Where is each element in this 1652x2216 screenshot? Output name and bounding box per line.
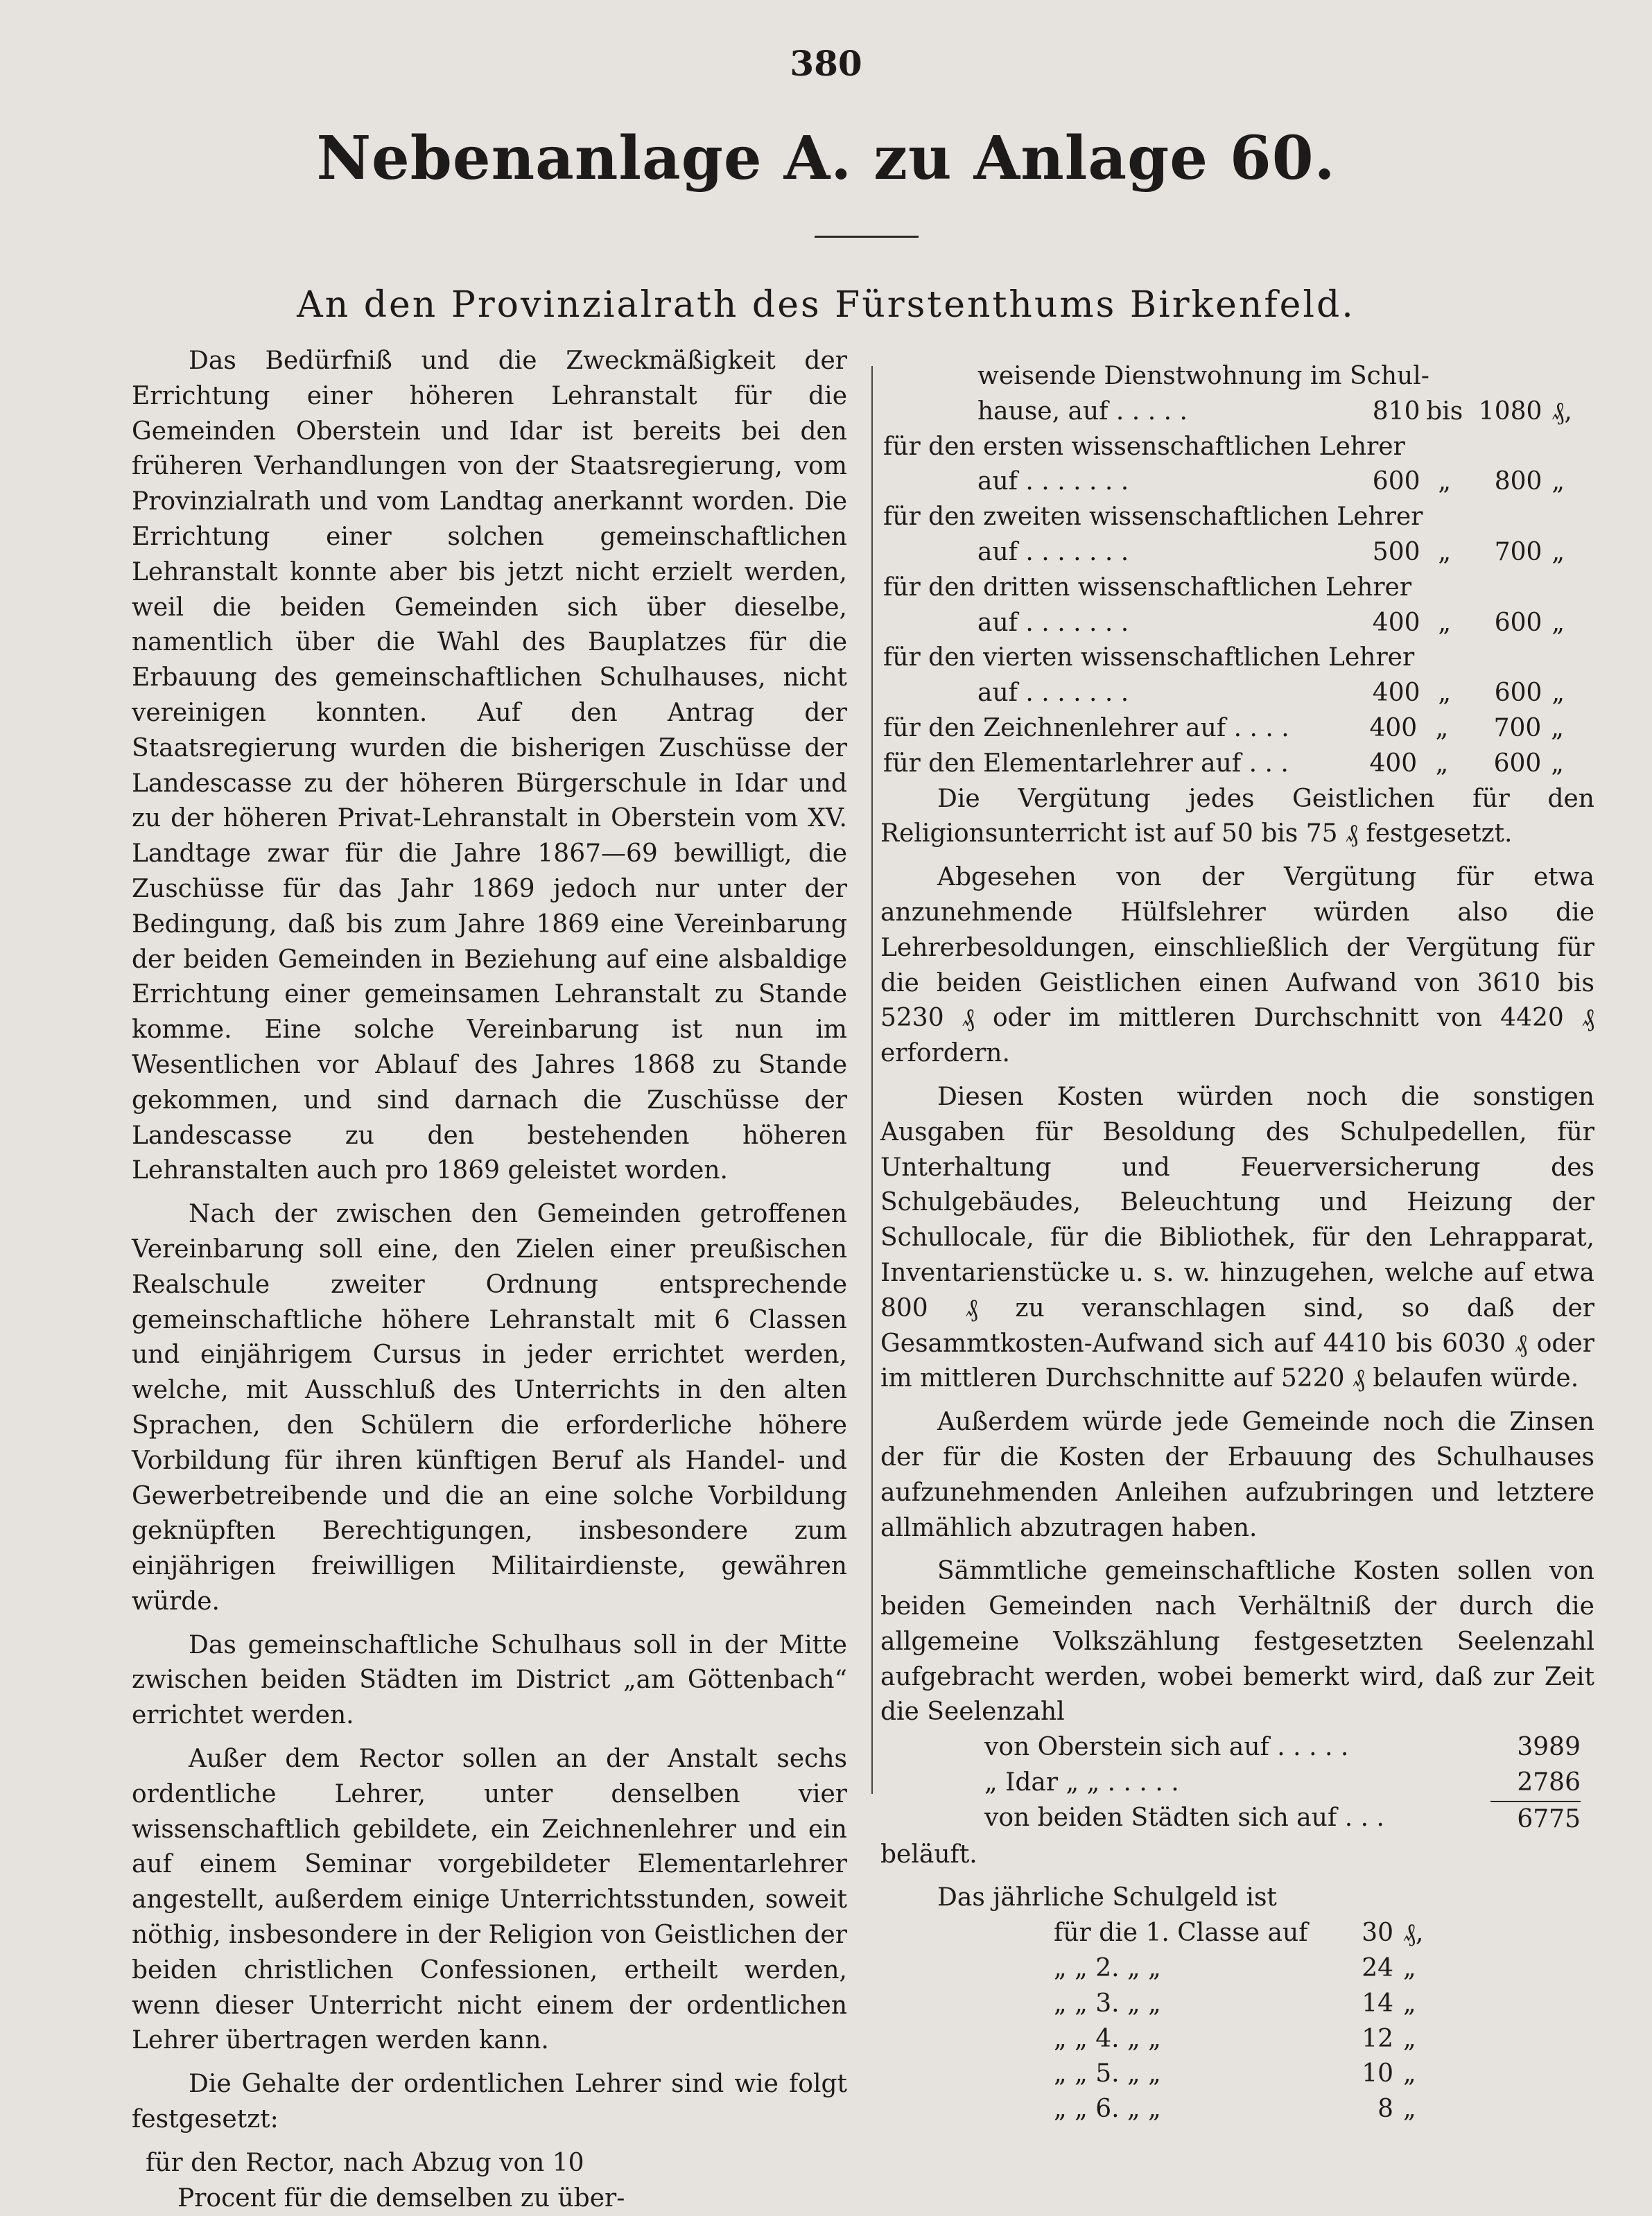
population-value: 6775 [1490,1801,1581,1838]
salary-min: 400 [1372,608,1420,637]
salary-min: 400 [1372,679,1420,708]
currency-unit: „ [1551,713,1564,742]
population-table [880,1730,1594,1837]
salary-row [880,394,1594,430]
paragraph: Diesen Kosten würden noch die sonstigen Ausgaben für Besoldung des Schulpedellen, für Unterhaltung und Feuerversicherung des Schulgebäudes, Beleuchtung und Heizung der Schullocale, für die Bibliothek, für den Lehrapparat, Inventarienstücke u. s. w. hinzugehen, welche auf etwa 800 ₰ zu veranschlagen sind, so daß der Gesammtkosten-Aufwand sich auf 4410 bis 6030 ₰ oder im mittleren Durchschnitte auf 5220 ₰ belaufen würde. [880,1082,1594,1393]
salary-label: für den Zeichnenlehrer auf . . . . [883,713,1289,742]
salary-max: 1080 [1478,396,1542,426]
fee-value: 10 [1362,2059,1393,2088]
fee-label: „ „ 5. „ „ [1054,2059,1161,2088]
salary-max: 700 [1494,537,1542,566]
population-total-row [880,1801,1594,1838]
salary-max: 700 [1493,713,1542,742]
currency-unit: „ [1551,467,1565,496]
salary-separator: bis [1426,396,1463,426]
salary-label: weisende Dienstwohnung im Schul- [977,362,1429,390]
population-row [880,1765,1594,1801]
salary-row [880,711,1594,747]
salary-table [880,359,1594,782]
population-label: von beiden Städten sich auf . . . [984,1803,1384,1832]
page-number: 380 [790,43,862,84]
currency-unit: ₰, [1403,1919,1424,1948]
salary-row [880,606,1594,641]
fee-row [880,1916,1594,1951]
population-value: 3989 [1517,1733,1581,1762]
fee-row [880,1987,1594,2022]
salary-max: 600 [1494,679,1542,708]
currency-unit: „ [1551,537,1565,566]
salary-row [880,359,1594,394]
paragraph: Außerdem würde jede Gemeinde noch die Zinsen der für die Kosten der Erbauung des Schulhauses aufzunehmenden Anleihen aufzubringen und letztere allmählich abzutragen haben. [880,1408,1594,1542]
paragraph: Die Gehalte der ordentlichen Lehrer sind wie folgt festgesetzt: [132,2070,847,2134]
paragraph: Abgesehen von der Vergütung für etwa anzunehmende Hülfslehrer würden also die Lehrerbesoldungen, einschließlich der Vergütung für die beiden Geistlichen einen Aufwand von 3610 bis 5230 ₰ oder im mittleren Durchschnitt von 4420 ₰ erfordern. [880,863,1594,1068]
fee-row [880,2092,1594,2127]
salary-row [880,535,1594,570]
currency-unit: „ [1403,2024,1416,2053]
fee-row [880,1951,1594,1987]
salary-list-line: für den Rector, nach Abzug von 10 [146,2148,584,2177]
population-label: von Oberstein sich auf . . . . . [984,1733,1349,1762]
fee-label: „ „ 4. „ „ [1054,2024,1161,2053]
paragraph: Außer dem Rector sollen an der Anstalt sechs ordentliche Lehrer, unter denselben vier wissenschaftlich gebildete, ein Zeichnenlehrer und ein auf einem Seminar vorgebildeter Elementarlehrer angestellt, außerdem einige Unterrichtsstunden, soweit nöthig, insbesondere in der Religion von Geistlichen der beiden christlichen Confessionen, ertheilt werden, wenn dieser Unterricht nicht einem der ordentlichen Lehrer übertragen werden kann. [132,1745,847,2055]
salary-label: hause, auf . . . . . [977,396,1188,426]
salary-list-line: Procent für die demselben zu über- [177,2183,625,2213]
right-column [880,359,1594,2127]
fee-value: 30 [1362,1919,1393,1948]
fee-value: 12 [1362,2024,1393,2053]
paragraph: Nach der zwischen den Gemeinden getroffenen Vereinbarung soll eine, den Zielen einer preußischen Realschule zweiter Ordnung entsprechende gemeinschaftliche höhere Lehranstalt mit 6 Classen und einjährigem Cursus in jeder errichtet werden, welche, mit Ausschluß des Unterrichts in den alten Sprachen, den Schülern die erforderliche höhere Vorbildung für ihren künftigen Beruf als Handel- und Gewerbetreibende und die an eine solche Vorbildung geknüpften Berechtigungen, insbesondere zum einjährigen freiwilligen Militairdienste, gewähren würde. [132,1200,847,1616]
salary-row [880,500,1594,535]
salary-min: 400 [1369,713,1418,742]
salary-label: für den dritten wissenschaftlichen Lehrer [883,573,1412,602]
fees-table [880,1916,1594,2127]
salary-label: für den vierten wissenschaftlichen Lehrer [883,643,1415,672]
title-divider [815,236,919,238]
salary-max: 600 [1493,749,1542,778]
fee-value: 24 [1362,1954,1393,1983]
salary-separator: „ [1438,467,1452,496]
salary-row [880,640,1594,676]
paragraph: Sämmtliche gemeinschaftliche Kosten sollen von beiden Gemeinden nach Verhältniß der durch die allgemeine Volkszählung festgesetzten Seelenzahl aufgebracht werden, wobei bemerkt wird, daß zur Zeit die Seelenzahl [880,1557,1594,1727]
salary-label: auf . . . . . . . [977,467,1129,496]
paragraph: Das gemeinschaftliche Schulhaus soll in der Mitte zwischen beiden Städten im District „am Göttenbach“ errichtet werden. [132,1630,847,1730]
salary-separator: „ [1435,713,1449,742]
salary-row [880,464,1594,500]
salary-min: 400 [1369,749,1418,778]
left-column [132,344,847,2216]
paragraph: Das Bedürfniß und die Zweckmäßigkeit der Errichtung einer höheren Lehranstalt für die Gemeinden Oberstein und Idar ist bereits bei den früheren Verhandlungen von der Staatsregierung, vom Provinzialrath und vom Landtag anerkannt worden. Die Errichtung einer solchen gemeinschaftlichen Lehranstalt konnte aber bis jetzt nicht erzielt werden, weil die beiden Gemeinden sich über dieselbe, namentlich über die Wahl des Bauplatzes für die Erbauung des gemeinschaftlichen Schulhauses, nicht vereinigen konnten. Auf den Antrag der Staatsregierung wurden die bisherigen Zuschüsse der Landescasse zu der höheren Bürgerschule in Idar und zu der höheren Privat-Lehranstalt in Oberstein vom XV. Landtage zwar für die Jahre 1867—69 bewilligt, die Zuschüsse für das Jahr 1869 jedoch nur unter der Bedingung, daß bis zum Jahre 1869 eine Vereinbarung der beiden Gemeinden in Beziehung auf eine alsbaldige Errichtung einer gemeinsamen Lehranstalt zu Stande komme. Eine solche Vereinbarung ist nun im Wesentlichen vor Ablauf des Jahres 1868 zu Stande gekommen, und sind darnach die Zuschüsse der Landescasse zu den bestehenden höheren Lehranstalten auch pro 1869 geleistet worden. [132,347,847,1185]
currency-unit: „ [1403,2059,1416,2088]
fee-label: „ „ 3. „ „ [1054,1989,1161,2018]
salary-label: für den Elementarlehrer auf . . . [883,749,1289,778]
currency-unit: „ [1551,679,1565,708]
salary-separator: „ [1438,679,1452,708]
fee-row [880,2022,1594,2057]
population-label: „ Idar „ „ . . . . . [984,1768,1179,1797]
salary-label: auf . . . . . . . [977,608,1129,637]
salary-row [880,676,1594,711]
currency-unit: „ [1403,1954,1416,1983]
document-subtitle: An den Provinzialrath des Fürstenthums Birkenfeld. [297,284,1355,326]
salary-max: 600 [1494,608,1542,637]
salary-min: 810 [1372,396,1420,426]
fee-label: „ „ 2. „ „ [1054,1954,1161,1983]
salary-separator: „ [1438,608,1452,637]
currency-unit: „ [1551,749,1564,778]
population-row [880,1730,1594,1765]
fee-label: „ „ 6. „ „ [1054,2095,1161,2124]
salary-separator: „ [1435,749,1449,778]
salary-label: auf . . . . . . . [977,537,1129,566]
fee-label: für die 1. Classe auf [1054,1919,1308,1948]
salary-row [880,430,1594,465]
salary-label: für den zweiten wissenschaftlichen Lehrer [883,503,1423,532]
currency-unit: „ [1551,608,1565,637]
salary-separator: „ [1438,537,1452,566]
salary-label: auf . . . . . . . [977,679,1129,708]
fee-value: 14 [1362,1989,1393,2018]
salary-min: 500 [1372,537,1420,566]
salary-min: 600 [1372,467,1420,496]
currency-unit: „ [1403,2095,1416,2124]
currency-unit: ₰, [1551,396,1572,426]
salary-max: 800 [1494,467,1542,496]
fee-value: 8 [1377,2095,1393,2124]
population-value: 2786 [1517,1768,1581,1797]
salary-row [880,570,1594,606]
salary-row [880,747,1594,782]
column-divider [871,366,873,1794]
fees-intro: Das jährliche Schulgeld ist [937,1883,1277,1912]
currency-unit: „ [1403,1989,1416,2018]
paragraph: Die Vergütung jedes Geistlichen für den Religionsunterricht ist auf 50 bis 75 ₰ festgesetzt. [880,784,1594,848]
salary-label: für den ersten wissenschaftlichen Lehrer [883,432,1405,461]
document-title: Nebenanlage A. zu Anlage 60. [316,123,1336,193]
paragraph: beläuft. [880,1840,977,1869]
